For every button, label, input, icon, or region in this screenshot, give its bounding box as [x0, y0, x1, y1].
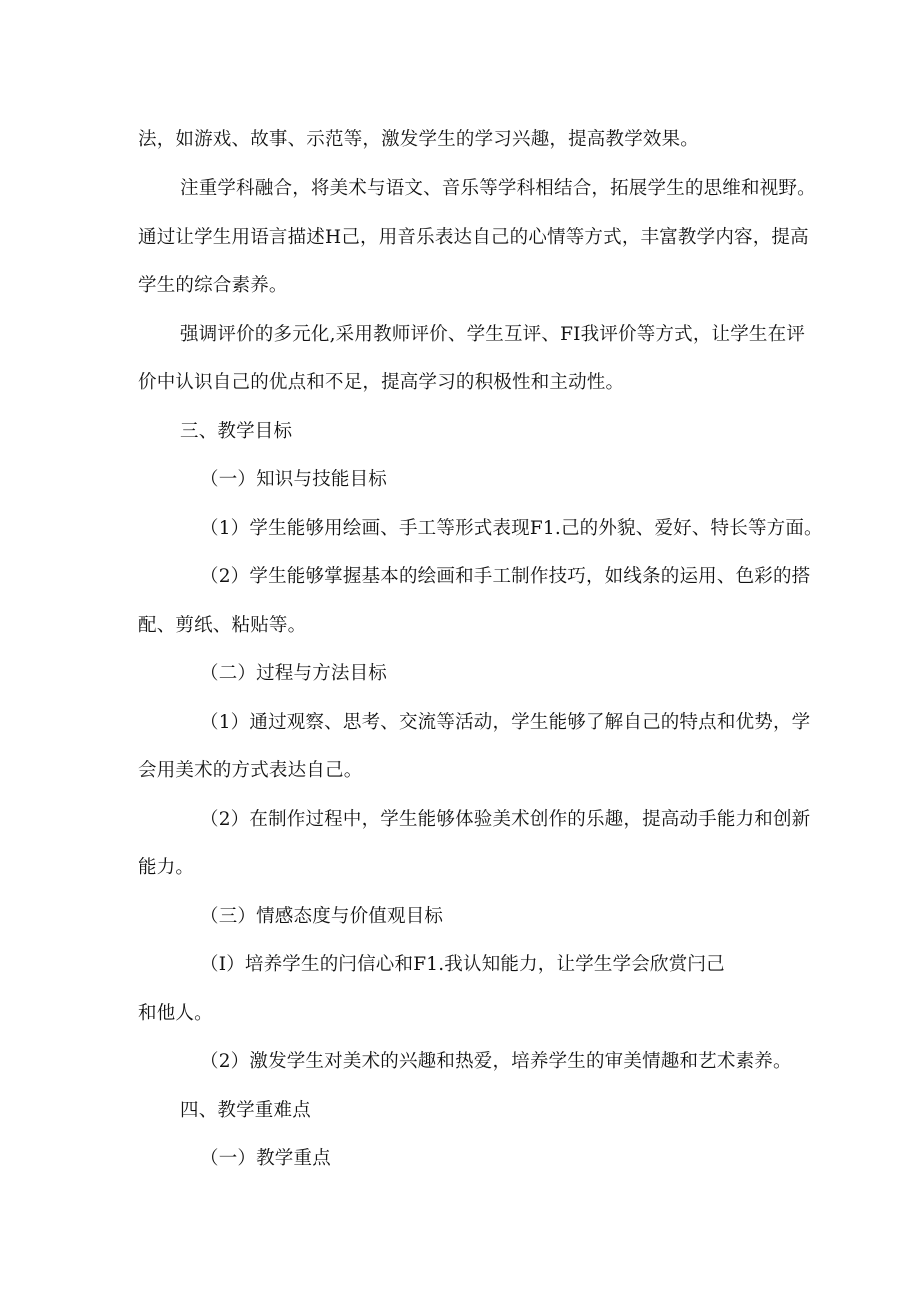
paragraph-line: 通过让学生用语言描述H己，用音乐表达自己的心情等方式，丰富教学内容，提高 [138, 227, 809, 248]
subsection-heading: （三）情感态度与价值观目标 [200, 906, 444, 927]
section-heading: 四、教学重难点 [180, 1100, 311, 1121]
paragraph-line: 法，如游戏、故事、示范等，激发学生的学习兴趣，提高教学效果。 [138, 129, 700, 150]
list-item-line: （1）学生能够用绘画、手工等形式表现F1.己的外貌、爱好、特长等方面。 [200, 518, 823, 539]
subsection-heading: （二）过程与方法目标 [200, 663, 388, 684]
list-item-line: （1）通过观察、思考、交流等活动，学生能够了解自己的特点和优势，学 [200, 712, 811, 733]
subsection-heading: （一）教学重点 [200, 1148, 331, 1169]
list-item-line: 会用美术的方式表达自己。 [138, 760, 363, 781]
paragraph-line: 学生的综合素养。 [138, 275, 288, 296]
list-item-line: （I）培养学生的闩信心和F1.我认知能力，让学生学会欣赏闩己 [200, 954, 725, 975]
subsection-heading: （一）知识与技能目标 [200, 469, 388, 490]
list-item-line: （2）学生能够掌握基本的绘画和手工制作技巧，如线条的运用、色彩的搭 [200, 566, 811, 587]
paragraph-line: 注重学科融合，将美术与语文、音乐等学科相结合，拓展学生的思维和视野。 [180, 178, 816, 199]
list-item-line: 配、剪纸、粘贴等。 [138, 615, 307, 636]
section-heading: 三、教学目标 [180, 421, 293, 442]
paragraph-line: 价中认识自己的优点和不足，提高学习的积极性和主动性。 [138, 372, 625, 393]
list-item-line: （2）在制作过程中，学生能够体验美术创作的乐趣，提高动手能力和创新 [200, 809, 811, 830]
list-item-line: 能力。 [138, 857, 195, 878]
list-item-line: （2）激发学生对美术的兴趣和热爱，培养学生的审美情趣和艺术素养。 [200, 1051, 792, 1072]
list-item-line: 和他人。 [138, 1003, 213, 1024]
paragraph-line: 强调评价的多元化,采用教师评价、学生互评、FI我评价等方式，让学生在评 [180, 324, 806, 345]
